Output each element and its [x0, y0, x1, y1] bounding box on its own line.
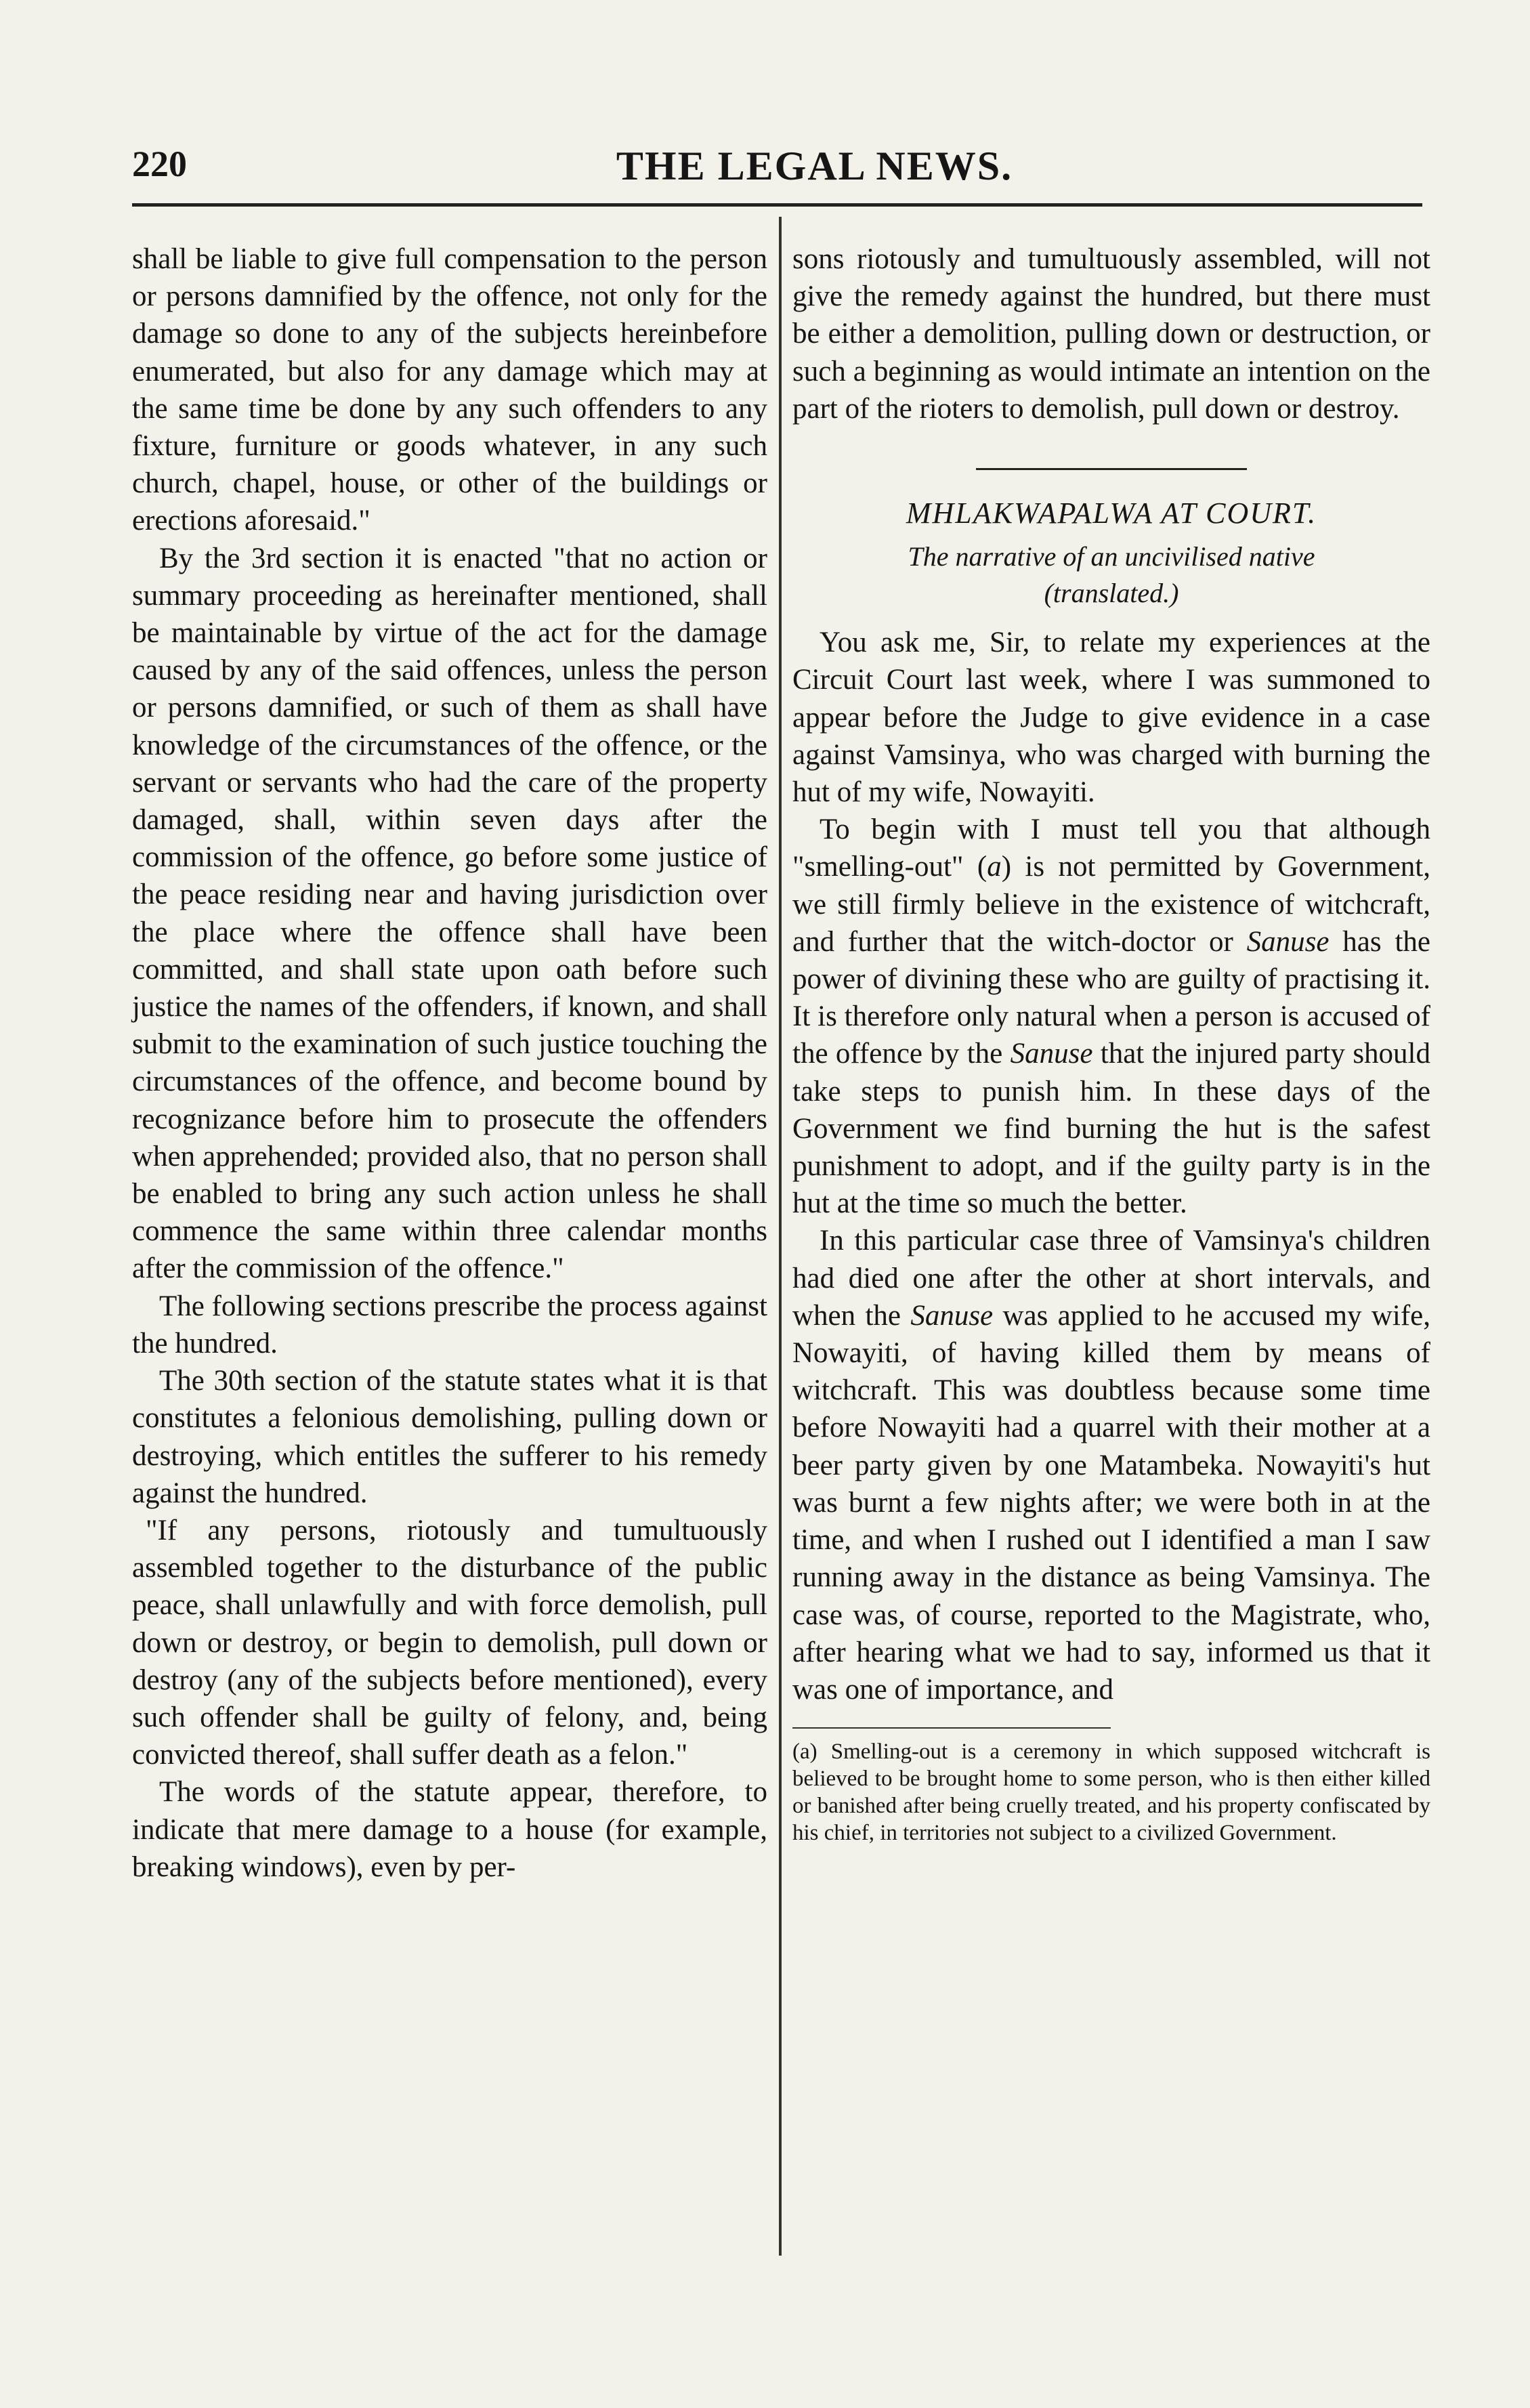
footnote-rule	[792, 1727, 1111, 1729]
italic-term: Sanuse	[1010, 1038, 1093, 1070]
paragraph: You ask me, Sir, to relate my experiences at the Circuit Court last week, where I was summoned to appear before the Judge to give evidence in a case against Vamsinya, who was charged with burning the hut of my wife, Nowayiti.	[792, 627, 1430, 809]
left-column	[132, 240, 767, 1886]
right-column	[792, 240, 1430, 1846]
italic-term: Sanuse	[1246, 925, 1330, 958]
paragraph: sons riotously and tumultuously assembled, will not give the remedy against the hundred, but there must be either a demolition, pulling down or destruction, or such a beginning as would intimate an intention on the part of the rioters to demolish, pull down or destroy.	[792, 243, 1430, 425]
paragraph: shall be liable to give full compensation to the person or persons damnified by the offence, not only for the damage so done to any of the subjects hereinbefore enumerated, but also for any damage which may at the same time be done by any such offenders to any fixture, furniture or goods whatever, in any such church, chapel, house, or other of the buildings or erections aforesaid."	[132, 243, 767, 537]
paragraph	[792, 811, 1430, 1222]
section-subtitle-line: The narrative of an uncivilised native	[908, 541, 1315, 572]
page-header	[132, 139, 1422, 200]
footnote-marker: (a)	[792, 1739, 817, 1765]
page-number: 220	[132, 144, 187, 184]
running-head: THE LEGAL NEWS.	[616, 144, 1013, 188]
footnote	[792, 1738, 1430, 1846]
paragraph	[792, 1222, 1430, 1708]
italic-term: Sanuse	[910, 1299, 994, 1332]
text-run: was applied to he accused my wife, Nowayiti, of having killed them by means of witchcraft. This was doubtless because some time before Nowayiti had a quarrel with their mother at a beer party given by one Matambeka. Nowayiti's hut was burnt a few nights after; we were both in at the time, and when I rushed out I identified a man I saw running away in the distance as being Vamsinya. The case was, of course, reported to the Magistrate, who, after hearing what we had to say, informed us that it was one of importance, and	[792, 1299, 1430, 1706]
text-run: In this particular case three of Vamsinya's children had died one after the other at short intervals, and when the	[792, 1225, 1430, 1332]
text-run: has the power of divining these who are guilty of practising it. It is therefore only natural when a person is accused of the offence by the	[792, 925, 1430, 1070]
section-subtitle	[792, 538, 1430, 612]
paragraph: By the 3rd section it is enacted "that no action or summary proceeding as hereinafter mentioned, shall be maintainable by virtue of the act for the damage caused by any of the said offences, unless the person or persons damnified, or such of them as shall have knowledge of the circumstances of the offence, or the servant or servants who had the care of the property damaged, shall, within seven days after the commission of the offence, go before some justice of the peace residing near and having jurisdiction over the place where the offence shall have been committed, and shall state upon oath before such justice the names of the offenders, if known, and shall submit to the examination of such justice touching the circumstances of the offence, and become bound by recognizance before him to prosecute the offenders when apprehended; provided also, that no person shall be enabled to bring any such action unless he shall commence the same within three calendar months after the commission of the offence."	[132, 542, 767, 1285]
column-divider	[779, 217, 782, 2256]
paragraph: The following sections prescribe the process against the hundred.	[132, 1290, 767, 1359]
text-run: To begin with I must tell you that although "smelling-out" (	[792, 814, 1430, 883]
section-subtitle-line: (translated.)	[1044, 578, 1179, 609]
text-run: that the injured party should take steps to punish him. In these days of the Government we find burning the hut is the safest punishment to adopt, and if the guilty party is in the hut at the time so much the better.	[792, 1038, 1431, 1220]
paragraph: The 30th section of the statute states what it is that constitutes a felonious demolishing, pulling down or destroying, which entitles the sufferer to his remedy against the hundred.	[132, 1365, 767, 1509]
section-rule	[976, 468, 1247, 470]
text-run: ) is not permitted by Government, we still firmly believe in the existence of witchcraft, and further that the witch-doctor or	[792, 851, 1430, 958]
paragraph: "If any persons, riotously and tumultuously assembled together to the disturbance of the public peace, shall unlawfully and with force demolish, pull down or destroy, or begin to demolish, pull down or destroy (any of the subjects before mentioned), every such offender shall be guilty of felony, and, being convicted thereof, shall suffer death as a felon."	[132, 1514, 767, 1771]
section-title: MHLAKWAPALWA AT COURT.	[906, 497, 1317, 530]
paragraph: The words of the statute appear, therefore, to indicate that mere damage to a house (for example, breaking windows), even by per-	[132, 1776, 767, 1883]
footnote-text: Smelling-out is a ceremony in which supposed witchcraft is believed to be brought home to some person, who is then either killed or banished after being cruelly treated, and his property confiscated by his chief, in territories not subject to a civilized Government.	[792, 1739, 1430, 1846]
footnote-reference: a	[987, 851, 1002, 883]
header-rule	[132, 203, 1422, 207]
